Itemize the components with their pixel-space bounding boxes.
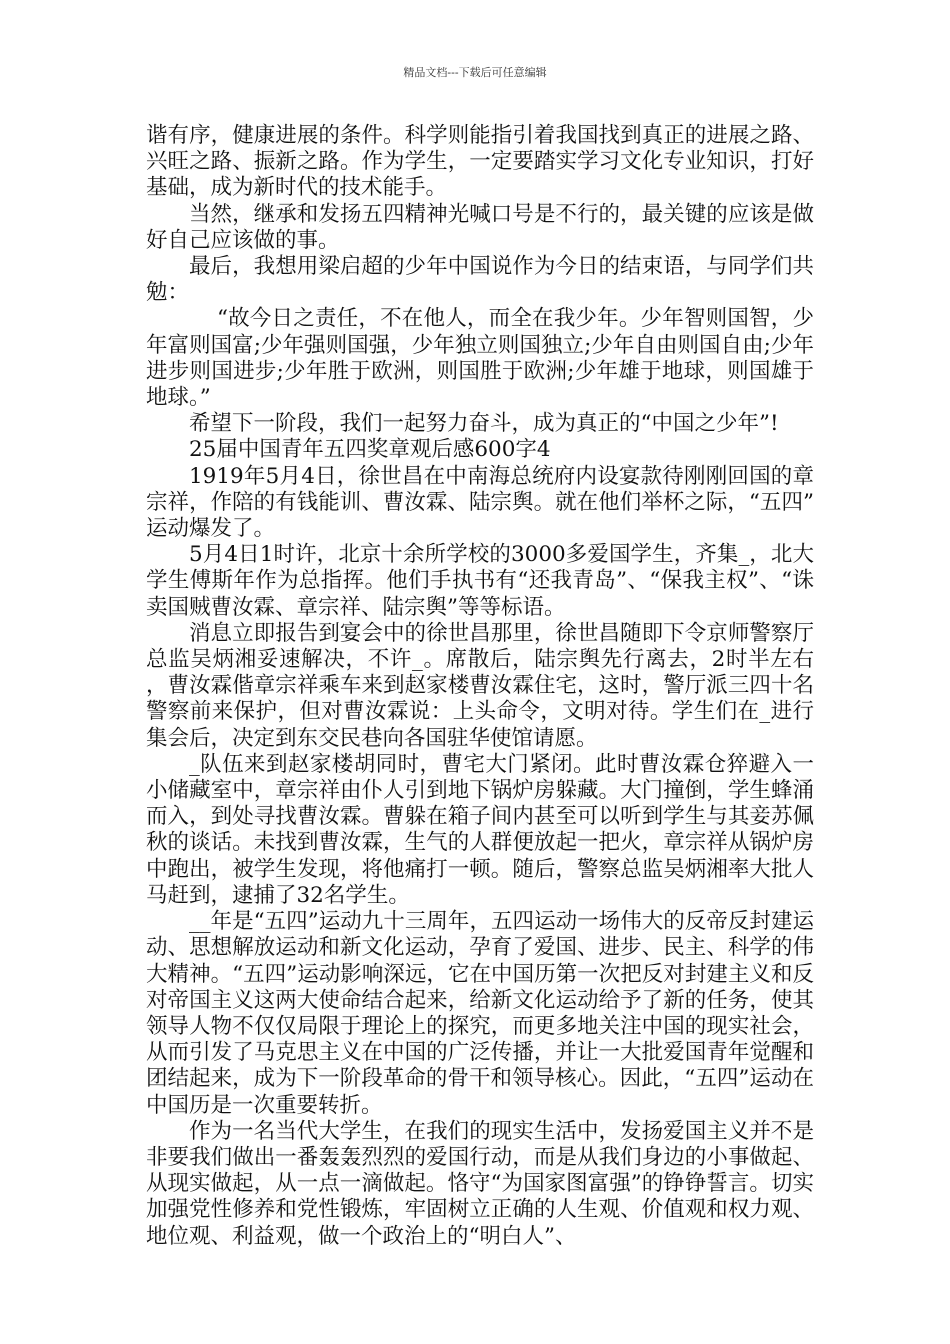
paragraph: _队伍来到赵家楼胡同时，曹宅大门紧闭。此时曹汝霖仓猝避入一小储藏室中，章宗祥由仆人引到地下锅炉房躲藏。大门撞倒，学生蜂涌而入，到处寻找曹汝霖。曹躲在箱子间内甚至可以听到学生与其妾苏佩秋的谈话。未找到曹汝霖，生气的人群便放起一把火，章宗祥从锅炉房中跑出，被学生发现，将他痛打一顿。随后，警察总监吴炳湘率大批人马赶到，逮捕了32名学生。 [146,751,814,908]
paragraph: 5月4日1时许，北京十余所学校的3000多爱国学生，齐集_，北大学生傅斯年作为总指挥。他们手执书有“还我青岛”、“保我主权”、“诛卖国贼曹汝霖、章宗祥、陆宗舆”等等标语。 [146,542,814,620]
paragraph: 谐有序，健康进展的条件。科学则能指引着我国找到真正的进展之路、兴旺之路、振新之路。作为学生，一定要踏实学习文化专业知识，打好基础，成为新时代的技术能手。 [146,123,814,201]
paragraph: __年是“五四”运动九十三周年，五四运动一场伟大的反帝反封建运动、思想解放运动和新文化运动，孕育了爱国、进步、民主、科学的伟大精神。“五四”运动影响深远，它在中国历第一次把反对封建主义和反对帝国主义这两大使命结合起来，给新文化运动给予了新的任务，使其领导人物不仅仅局限于理论上的探究，而更多地关注中国的现实社会，从而引发了马克思主义在中国的广泛传播，并让一大批爱国青年觉醒和团结起来，成为下一阶段革命的骨干和领导核心。因此，“五四”运动在中国历是一次重要转折。 [146,909,814,1118]
quote-paragraph: “故今日之责任，不在他人，而全在我少年。少年智则国智，少年富则国富;少年强则国强，少年独立则国独立;少年自由则国自由;少年进步则国进步;少年胜于欧洲，则国胜于欧洲;少年雄于地球，则国雄于地球。” [146,306,814,411]
paragraph: 消息立即报告到宴会中的徐世昌那里，徐世昌随即下令京师警察厅总监吴炳湘妥速解决，不许_。席散后，陆宗舆先行离去，2时半左右，曹汝霖偕章宗祥乘车来到赵家楼曹汝霖住宅，这时，警厅派三四十名警察前来保护，但对曹汝霖说：上头命令，文明对待。学生们在_进行集会后，决定到东交民巷向各国驻华使馆请愿。 [146,620,814,751]
paragraph: 最后，我想用梁启超的少年中国说作为今日的结束语，与同学们共勉： [146,254,814,306]
paragraph: 1919年5月4日，徐世昌在中南海总统府内设宴款待刚刚回国的章宗祥，作陪的有钱能训、曹汝霖、陆宗舆。就在他们举杯之际，“五四”运动爆发了。 [146,463,814,542]
document-body [146,123,814,1250]
paragraph: 希望下一阶段，我们一起努力奋斗，成为真正的“中国之少年”! [189,411,779,437]
paragraph: 当然，继承和发扬五四精神光喊口号是不行的，最关键的应该是做好自己应该做的事。 [146,201,814,253]
section-title: 25届中国青年五四奖章观后感600字4 [189,437,551,463]
paragraph: 作为一名当代大学生，在我们的现实生活中，发扬爱国主义并不是非要我们做出一番轰轰烈烈的爱国行动，而是从我们身边的小事做起、从现实做起，从一点一滴做起。恪守“为国家图富强”的铮铮誓言。切实加强党性修养和党性锻炼，牢固树立正确的人生观、价值观和权力观、地位观、利益观，做一个政治上的“明白人”、 [146,1118,814,1249]
page-header: 精品文档---下载后可任意编辑 [403,66,547,79]
